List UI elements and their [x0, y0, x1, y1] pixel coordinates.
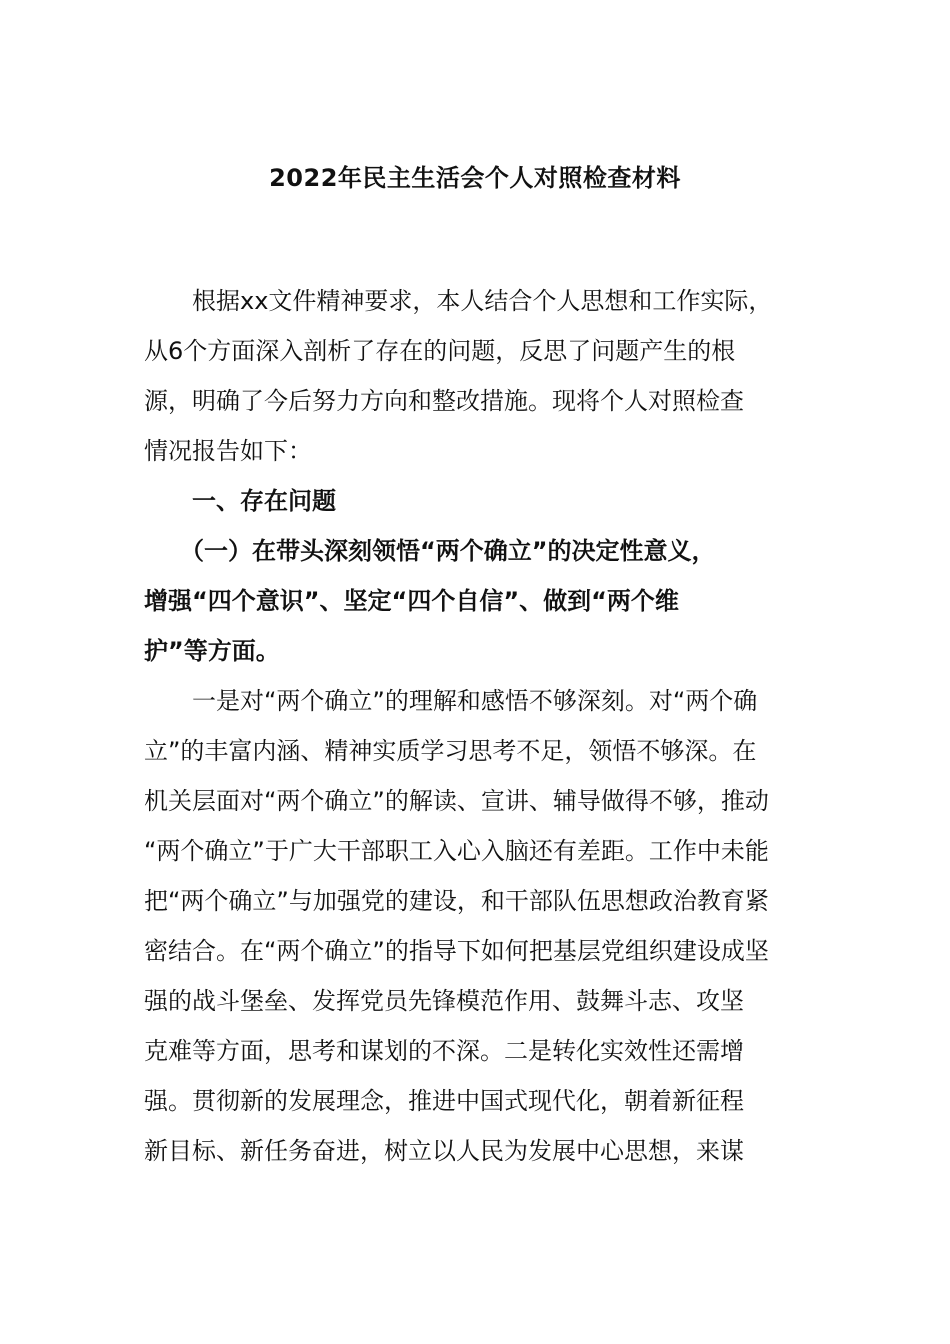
text-line: 一是对“两个确立”的理解和感悟不够深刻。对“两个确 — [144, 687, 758, 715]
text-line: 机关层面对“两个确立”的解读、宣讲、辅导做得不够，推动 — [144, 787, 769, 815]
text-line: 源，明确了今后努力方向和整改措施。现将个人对照检查 — [144, 387, 744, 415]
text-line: 新目标、新任务奋进，树立以人民为发展中心思想，来谋 — [144, 1137, 744, 1165]
subsection-heading: （一）在带头深刻领悟“两个确立”的决定性意义， — [144, 537, 716, 565]
text-line: 克难等方面，思考和谋划的不深。二是转化实效性还需增 — [144, 1037, 744, 1065]
text-line: 从6个方面深入剖析了存在的问题，反思了问题产生的根 — [144, 337, 736, 365]
subsection-heading: 增强“四个意识”、坚定“四个自信”、做到“两个维 — [144, 587, 679, 615]
text-line: “两个确立”于广大干部职工入心入脑还有差距。工作中未能 — [144, 837, 769, 865]
subsection-heading: 护”等方面。 — [144, 637, 280, 665]
section-heading: 一、存在问题 — [144, 487, 336, 515]
text-line: 强。贯彻新的发展理念，推进中国式现代化，朝着新征程 — [144, 1087, 744, 1115]
text-line: 密结合。在“两个确立”的指导下如何把基层党组织建设成坚 — [144, 937, 769, 965]
text-line: 情况报告如下： — [144, 437, 312, 465]
document-title: 2022年民主生活会个人对照检查材料 — [269, 164, 681, 192]
text-line: 强的战斗堡垒、发挥党员先锋模范作用、鼓舞斗志、攻坚 — [144, 987, 744, 1015]
text-line: 根据xx文件精神要求，本人结合个人思想和工作实际， — [144, 287, 773, 315]
text-line: 立”的丰富内涵、精神实质学习思考不足，领悟不够深。在 — [144, 737, 757, 765]
text-line: 把“两个确立”与加强党的建设，和干部队伍思想政治教育紧 — [144, 887, 769, 915]
